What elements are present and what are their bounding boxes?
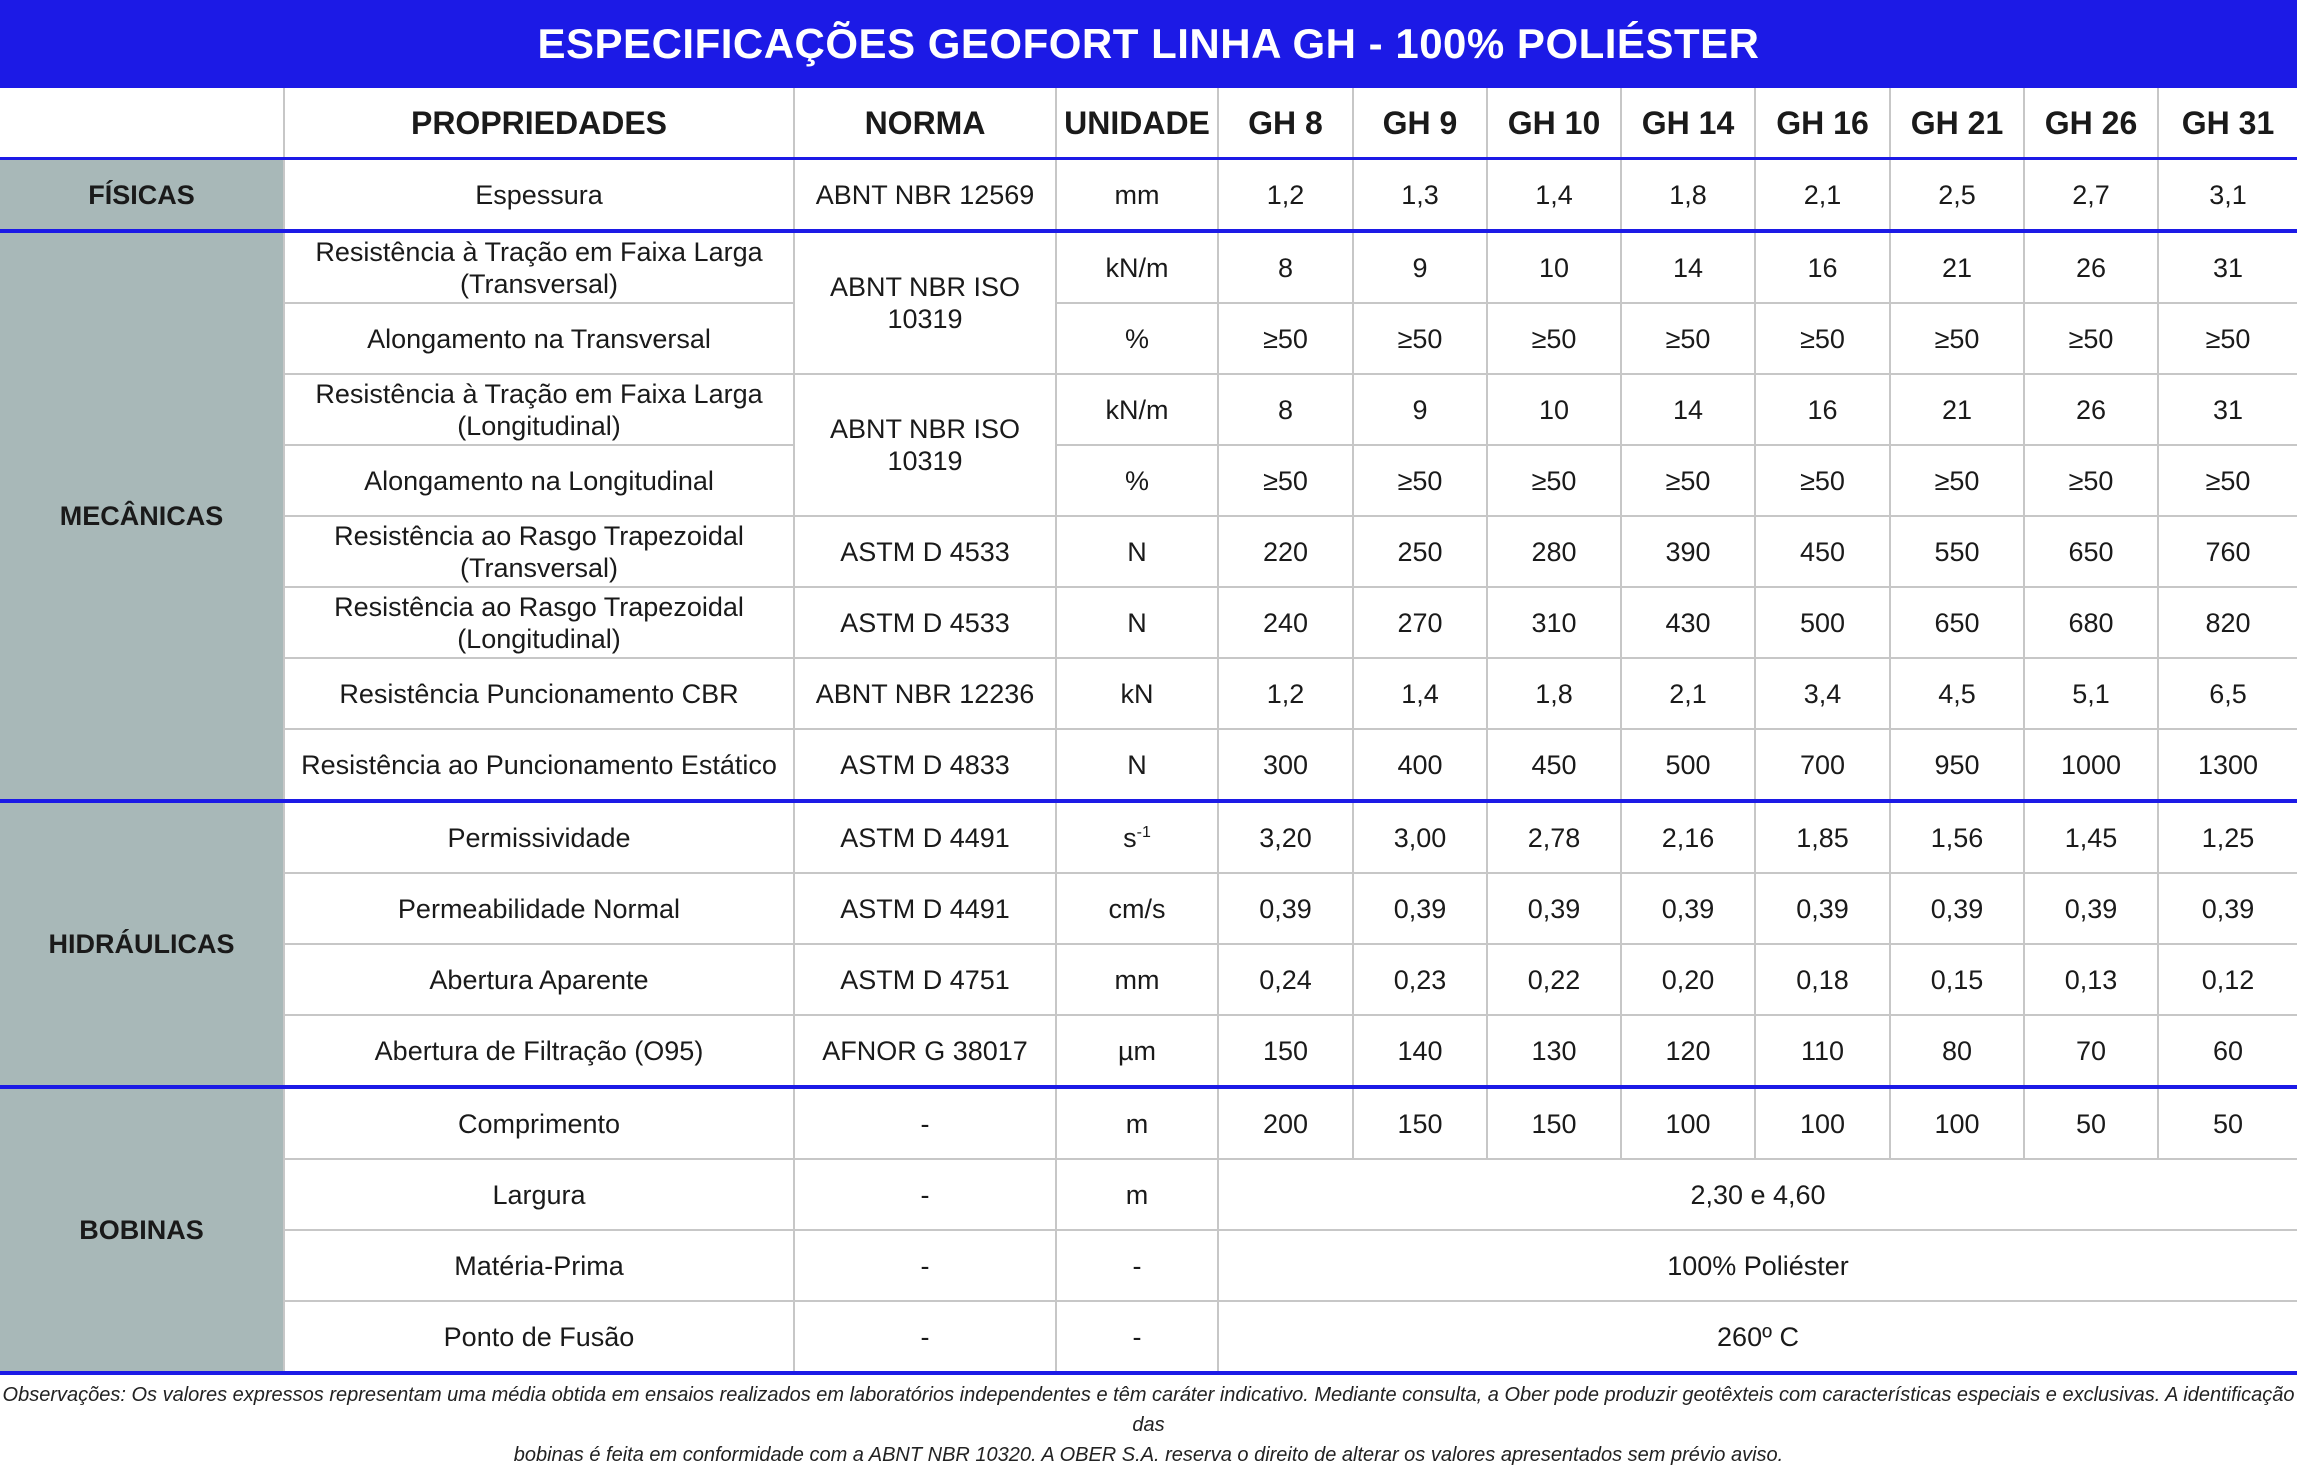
value-cell: 100: [1890, 1087, 2024, 1159]
property-line: Resistência à Tração em Faixa Larga: [315, 378, 763, 409]
table-row: [0, 944, 2297, 1015]
value-cell: 2,1: [1755, 159, 1890, 232]
value-cell: 9: [1353, 231, 1487, 303]
norma-cell: ASTM D 4533: [794, 516, 1056, 587]
property-cell: Espessura: [284, 159, 794, 232]
footnote-line: Observações: Os valores expressos representam uma média obtida em ensaios realizados em laboratórios independentes e têm caráter indicativo. Mediante consulta, a Ober pode produzir geotêxteis com características especiais e exclusivas. A identificação das: [2, 1384, 2295, 1436]
value-cell: 0,39: [2024, 873, 2158, 944]
unit-exponent: -1: [1136, 823, 1151, 841]
value-cell: ≥50: [1755, 445, 1890, 516]
unit-cell: mm: [1056, 944, 1218, 1015]
value-cell: 70: [2024, 1015, 2158, 1087]
value-cell: 80: [1890, 1015, 2024, 1087]
header-model: GH 21: [1890, 88, 2024, 159]
value-cell: 2,78: [1487, 801, 1621, 873]
value-cell: ≥50: [1890, 445, 2024, 516]
value-cell: 3,4: [1755, 658, 1890, 729]
property-cell: Largura: [284, 1159, 794, 1230]
header-model: GH 26: [2024, 88, 2158, 159]
value-cell: 110: [1755, 1015, 1890, 1087]
value-cell: 300: [1218, 729, 1353, 801]
unit-base: s: [1123, 822, 1137, 853]
property-cell: Alongamento na Longitudinal: [284, 445, 794, 516]
value-cell: 1,8: [1487, 658, 1621, 729]
norma-cell: ASTM D 4833: [794, 729, 1056, 801]
norma-cell: AFNOR G 38017: [794, 1015, 1056, 1087]
value-cell: 1,4: [1353, 658, 1487, 729]
value-cell: 1,3: [1353, 159, 1487, 232]
value-cell: ≥50: [1621, 445, 1755, 516]
value-cell: 26: [2024, 231, 2158, 303]
value-cell: 950: [1890, 729, 2024, 801]
property-line: (Transversal): [459, 268, 619, 299]
unit-cell: mm: [1056, 159, 1218, 232]
value-cell: 21: [1890, 231, 2024, 303]
value-cell: 0,20: [1621, 944, 1755, 1015]
value-cell: 500: [1755, 587, 1890, 658]
norma-cell: ASTM D 4491: [794, 873, 1056, 944]
property-cell: Matéria-Prima: [284, 1230, 794, 1301]
page-title: ESPECIFICAÇÕES GEOFORT LINHA GH - 100% POLIÉSTER: [0, 0, 2297, 88]
value-cell: 2,1: [1621, 658, 1755, 729]
value-cell: 450: [1487, 729, 1621, 801]
value-cell: 0,39: [1353, 873, 1487, 944]
norma-line: 10319: [887, 446, 963, 476]
unit-cell: N: [1056, 587, 1218, 658]
value-cell: 16: [1755, 374, 1890, 445]
value-cell: 700: [1755, 729, 1890, 801]
value-cell: 2,5: [1890, 159, 2024, 232]
norma-cell: -: [794, 1087, 1056, 1159]
value-cell: 21: [1890, 374, 2024, 445]
value-cell: ≥50: [1353, 303, 1487, 374]
value-cell: 150: [1353, 1087, 1487, 1159]
norma-cell: ASTM D 4533: [794, 587, 1056, 658]
table-row: [0, 587, 2297, 658]
value-cell: 26: [2024, 374, 2158, 445]
value-cell: 500: [1621, 729, 1755, 801]
value-cell: ≥50: [1890, 303, 2024, 374]
value-cell: 0,22: [1487, 944, 1621, 1015]
table-row: [0, 445, 2297, 516]
value-cell: 550: [1890, 516, 2024, 587]
table-row: [0, 231, 2297, 303]
property-line: Resistência à Tração em Faixa Larga: [315, 236, 763, 267]
table-row: [0, 159, 2297, 232]
value-cell: 280: [1487, 516, 1621, 587]
header-model: GH 16: [1755, 88, 1890, 159]
value-cell: 60: [2158, 1015, 2297, 1087]
norma-cell: ASTM D 4751: [794, 944, 1056, 1015]
value-cell: 1,8: [1621, 159, 1755, 232]
value-cell: 680: [2024, 587, 2158, 658]
value-cell: ≥50: [1218, 303, 1353, 374]
property-cell: Resistência Puncionamento CBR: [284, 658, 794, 729]
value-cell: 120: [1621, 1015, 1755, 1087]
table-row: [0, 1159, 2297, 1230]
value-cell: ≥50: [1621, 303, 1755, 374]
table-row: [0, 729, 2297, 801]
norma-cell: ABNT NBR 12569: [794, 159, 1056, 232]
table-row: [0, 658, 2297, 729]
property-cell: [284, 587, 794, 658]
value-cell: 50: [2024, 1087, 2158, 1159]
unit-cell: -: [1056, 1301, 1218, 1373]
value-cell: 5,1: [2024, 658, 2158, 729]
unit-cell: kN/m: [1056, 374, 1218, 445]
value-cell: 100: [1755, 1087, 1890, 1159]
header-norma: NORMA: [794, 88, 1056, 159]
value-cell: 130: [1487, 1015, 1621, 1087]
value-cell: 2,7: [2024, 159, 2158, 232]
property-line: (Transversal): [459, 552, 619, 583]
value-cell: 16: [1755, 231, 1890, 303]
property-line: Resistência ao Rasgo Trapezoidal: [334, 520, 744, 551]
value-cell: 1,2: [1218, 658, 1353, 729]
value-cell: 150: [1487, 1087, 1621, 1159]
value-cell: 100: [1621, 1087, 1755, 1159]
property-cell: Abertura de Filtração (O95): [284, 1015, 794, 1087]
value-cell: 1,4: [1487, 159, 1621, 232]
unit-cell: N: [1056, 729, 1218, 801]
value-cell: 400: [1353, 729, 1487, 801]
value-cell: 0,15: [1890, 944, 2024, 1015]
value-cell: 0,18: [1755, 944, 1890, 1015]
table-row: [0, 303, 2297, 374]
unit-cell: [1056, 801, 1218, 873]
value-cell: 0,39: [1218, 873, 1353, 944]
unit-cell: µm: [1056, 1015, 1218, 1087]
header-model: GH 14: [1621, 88, 1755, 159]
norma-line: ABNT NBR ISO: [829, 414, 1021, 444]
category-mecanicas: MECÂNICAS: [0, 231, 284, 801]
table-row: [0, 516, 2297, 587]
value-cell: 240: [1218, 587, 1353, 658]
footnote: [0, 1380, 2297, 1470]
value-cell: 220: [1218, 516, 1353, 587]
value-cell: 250: [1353, 516, 1487, 587]
property-cell: Abertura Aparente: [284, 944, 794, 1015]
value-cell: 820: [2158, 587, 2297, 658]
value-cell: 310: [1487, 587, 1621, 658]
value-cell: 6,5: [2158, 658, 2297, 729]
value-cell: 14: [1621, 231, 1755, 303]
value-cell: 8: [1218, 231, 1353, 303]
table-row: [0, 1015, 2297, 1087]
header-model: GH 9: [1353, 88, 1487, 159]
value-cell: 270: [1353, 587, 1487, 658]
value-cell: ≥50: [1487, 303, 1621, 374]
merged-value-cell: 260º C: [1218, 1301, 2297, 1373]
value-cell: 0,39: [1890, 873, 2024, 944]
value-cell: 50: [2158, 1087, 2297, 1159]
value-cell: 14: [1621, 374, 1755, 445]
norma-cell: -: [794, 1230, 1056, 1301]
value-cell: ≥50: [1487, 445, 1621, 516]
norma-cell: ABNT NBR 12236: [794, 658, 1056, 729]
property-cell: Ponto de Fusão: [284, 1301, 794, 1373]
norma-line: ABNT NBR ISO: [829, 272, 1021, 302]
value-cell: ≥50: [2158, 445, 2297, 516]
value-cell: 1,2: [1218, 159, 1353, 232]
property-cell: Alongamento na Transversal: [284, 303, 794, 374]
value-cell: 0,12: [2158, 944, 2297, 1015]
unit-cell: m: [1056, 1087, 1218, 1159]
value-cell: ≥50: [2158, 303, 2297, 374]
table-row: [0, 1087, 2297, 1159]
value-cell: 3,20: [1218, 801, 1353, 873]
property-line: Resistência ao Rasgo Trapezoidal: [334, 591, 744, 622]
value-cell: 430: [1621, 587, 1755, 658]
value-cell: 2,16: [1621, 801, 1755, 873]
value-cell: 1300: [2158, 729, 2297, 801]
property-cell: Permissividade: [284, 801, 794, 873]
norma-line: 10319: [887, 304, 963, 334]
value-cell: 1,85: [1755, 801, 1890, 873]
value-cell: 9: [1353, 374, 1487, 445]
value-cell: ≥50: [2024, 303, 2158, 374]
table-row: [0, 1230, 2297, 1301]
header-model: GH 31: [2158, 88, 2297, 159]
unit-cell: kN/m: [1056, 231, 1218, 303]
value-cell: ≥50: [1755, 303, 1890, 374]
norma-cell: ASTM D 4491: [794, 801, 1056, 873]
table-row: [0, 873, 2297, 944]
value-cell: 140: [1353, 1015, 1487, 1087]
category-hidraulicas: HIDRÁULICAS: [0, 801, 284, 1087]
value-cell: 31: [2158, 231, 2297, 303]
unit-cell: %: [1056, 445, 1218, 516]
norma-cell: [794, 231, 1056, 374]
property-cell: [284, 374, 794, 445]
merged-value-cell: 2,30 e 4,60: [1218, 1159, 2297, 1230]
footnote-line: bobinas é feita em conformidade com a ABNT NBR 10320. A OBER S.A. reserva o direito de alterar os valores apresentados sem prévio aviso.: [513, 1444, 1784, 1466]
value-cell: 0,39: [1487, 873, 1621, 944]
value-cell: 3,00: [1353, 801, 1487, 873]
value-cell: 0,39: [1755, 873, 1890, 944]
value-cell: 31: [2158, 374, 2297, 445]
value-cell: 200: [1218, 1087, 1353, 1159]
property-cell: Permeabilidade Normal: [284, 873, 794, 944]
value-cell: 450: [1755, 516, 1890, 587]
property-cell: [284, 516, 794, 587]
value-cell: ≥50: [2024, 445, 2158, 516]
value-cell: 1,56: [1890, 801, 2024, 873]
value-cell: 650: [1890, 587, 2024, 658]
value-cell: 760: [2158, 516, 2297, 587]
property-cell: Comprimento: [284, 1087, 794, 1159]
value-cell: 0,13: [2024, 944, 2158, 1015]
norma-cell: [794, 374, 1056, 516]
value-cell: 650: [2024, 516, 2158, 587]
value-cell: 0,23: [1353, 944, 1487, 1015]
value-cell: ≥50: [1218, 445, 1353, 516]
table-header-row: [0, 88, 2297, 159]
value-cell: 1,25: [2158, 801, 2297, 873]
value-cell: 0,39: [1621, 873, 1755, 944]
value-cell: 390: [1621, 516, 1755, 587]
value-cell: 10: [1487, 374, 1621, 445]
header-propriedades: PROPRIEDADES: [284, 88, 794, 159]
table-row: [0, 374, 2297, 445]
property-cell: [284, 231, 794, 303]
header-model: GH 8: [1218, 88, 1353, 159]
header-model: GH 10: [1487, 88, 1621, 159]
merged-value-cell: 100% Poliéster: [1218, 1230, 2297, 1301]
value-cell: 10: [1487, 231, 1621, 303]
header-unidade: UNIDADE: [1056, 88, 1218, 159]
value-cell: 0,39: [2158, 873, 2297, 944]
table-row: [0, 801, 2297, 873]
unit-cell: -: [1056, 1230, 1218, 1301]
property-line: (Longitudinal): [457, 410, 621, 441]
value-cell: 3,1: [2158, 159, 2297, 232]
specifications-table: [0, 88, 2297, 1375]
value-cell: 8: [1218, 374, 1353, 445]
value-cell: 150: [1218, 1015, 1353, 1087]
norma-cell: -: [794, 1301, 1056, 1373]
category-bobinas: BOBINAS: [0, 1087, 284, 1373]
header-empty-cell: [0, 88, 284, 159]
unit-cell: %: [1056, 303, 1218, 374]
unit-cell: m: [1056, 1159, 1218, 1230]
value-cell: 4,5: [1890, 658, 2024, 729]
category-fisicas: FÍSICAS: [0, 159, 284, 232]
unit-cell: N: [1056, 516, 1218, 587]
property-cell: Resistência ao Puncionamento Estático: [284, 729, 794, 801]
value-cell: 1000: [2024, 729, 2158, 801]
table-row: [0, 1301, 2297, 1373]
unit-cell: kN: [1056, 658, 1218, 729]
value-cell: 0,24: [1218, 944, 1353, 1015]
norma-cell: -: [794, 1159, 1056, 1230]
value-cell: ≥50: [1353, 445, 1487, 516]
unit-cell: cm/s: [1056, 873, 1218, 944]
value-cell: 1,45: [2024, 801, 2158, 873]
property-line: (Longitudinal): [457, 623, 621, 654]
